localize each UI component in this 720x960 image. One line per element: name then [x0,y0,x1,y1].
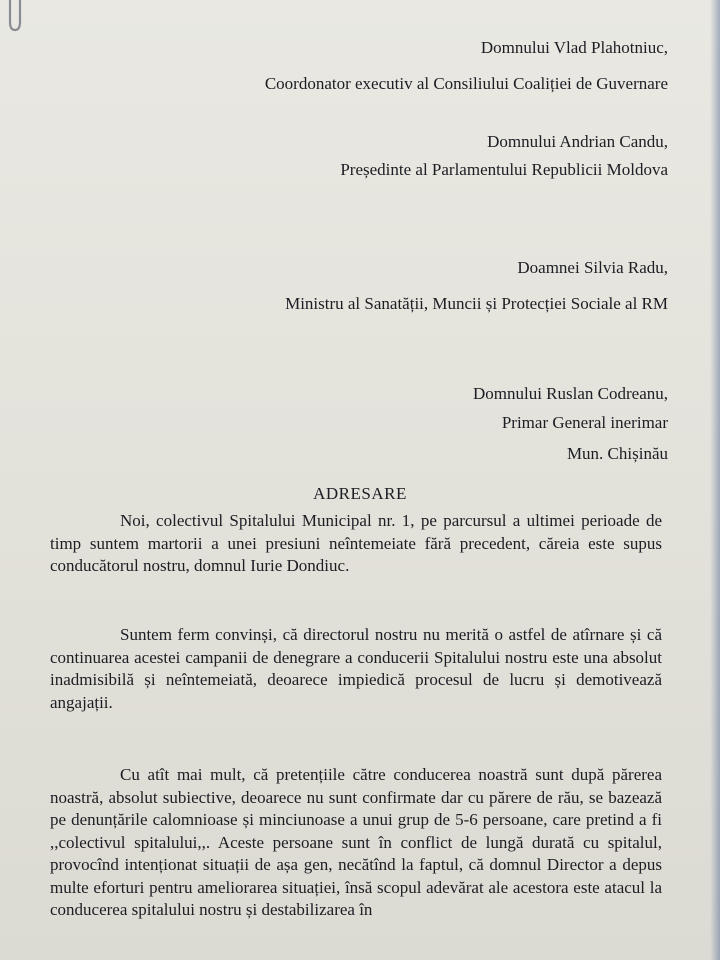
paragraph-2-text: Suntem ferm convinși, că directorul nostru nu merită o astfel de atîrnare și că continuarea acestei campanii de denegrare a conducerii Spitalului nostru este una absolut inadmisibilă și neîntemeiată, deoarece impiedică procesul de lucru și demotivează angajații. [50,625,662,712]
addressee-1-role: Coordonator executiv al Consiliului Coaliției de Guvernare [264,74,668,93]
paragraph-1-text: Noi, colectivul Spitalului Municipal nr. 1, pe parcursul a ultimei perioade de timp suntem martorii a unei presiuni neîntemeiate fără precedent, căreia este supus conducătorul nostru, domnul Iurie Dondiuc. [50,511,662,575]
paragraph-1 [50,510,662,578]
addressee-4-city: Mun. Chișinău [566,444,668,463]
addressee-4-name: Domnului Ruslan Codreanu, [472,384,668,403]
document-title: ADRESARE [313,484,407,503]
paragraph-3 [50,764,662,922]
addressee-3-role: Ministru al Sanatății, Muncii și Protecției Sociale al RM [285,294,668,313]
paragraph-2 [50,624,662,714]
paragraph-3-text: Cu atît mai mult, că pretențiile către conducerea noastră sunt după părerea noastră, absolut subiective, deoarece nu sunt confirmate dar cu părere de rău, se bazează pe denunțările calomnioase și minciunoase a unui grup de 5-6 persoane, care pretind a fi ,,colectivul spitalului,,. Aceste persoane sunt în conflict de lungă durată cu spitalul, provocînd intenționat situații de așa gen, necătînd la faptul, că domnul Director a depus multe eforturi pentru ameliorarea situației, însă scopul adevărat ale acestora este atacul la conducerea spitalului nostru și destabilizarea în [50,765,662,919]
addressee-2-role: Președinte al Parlamentului Republicii Moldova [340,160,668,179]
addressee-1-name: Domnului Vlad Plahotniuc, [480,38,668,57]
addressee-4-role: Primar General inerimar [501,413,668,432]
page-edge-shadow [710,0,720,960]
addressee-3-name: Doamnei Silvia Radu, [517,258,668,277]
addressee-2-name: Domnului Andrian Candu, [487,132,668,151]
paperclip-icon [4,0,24,34]
